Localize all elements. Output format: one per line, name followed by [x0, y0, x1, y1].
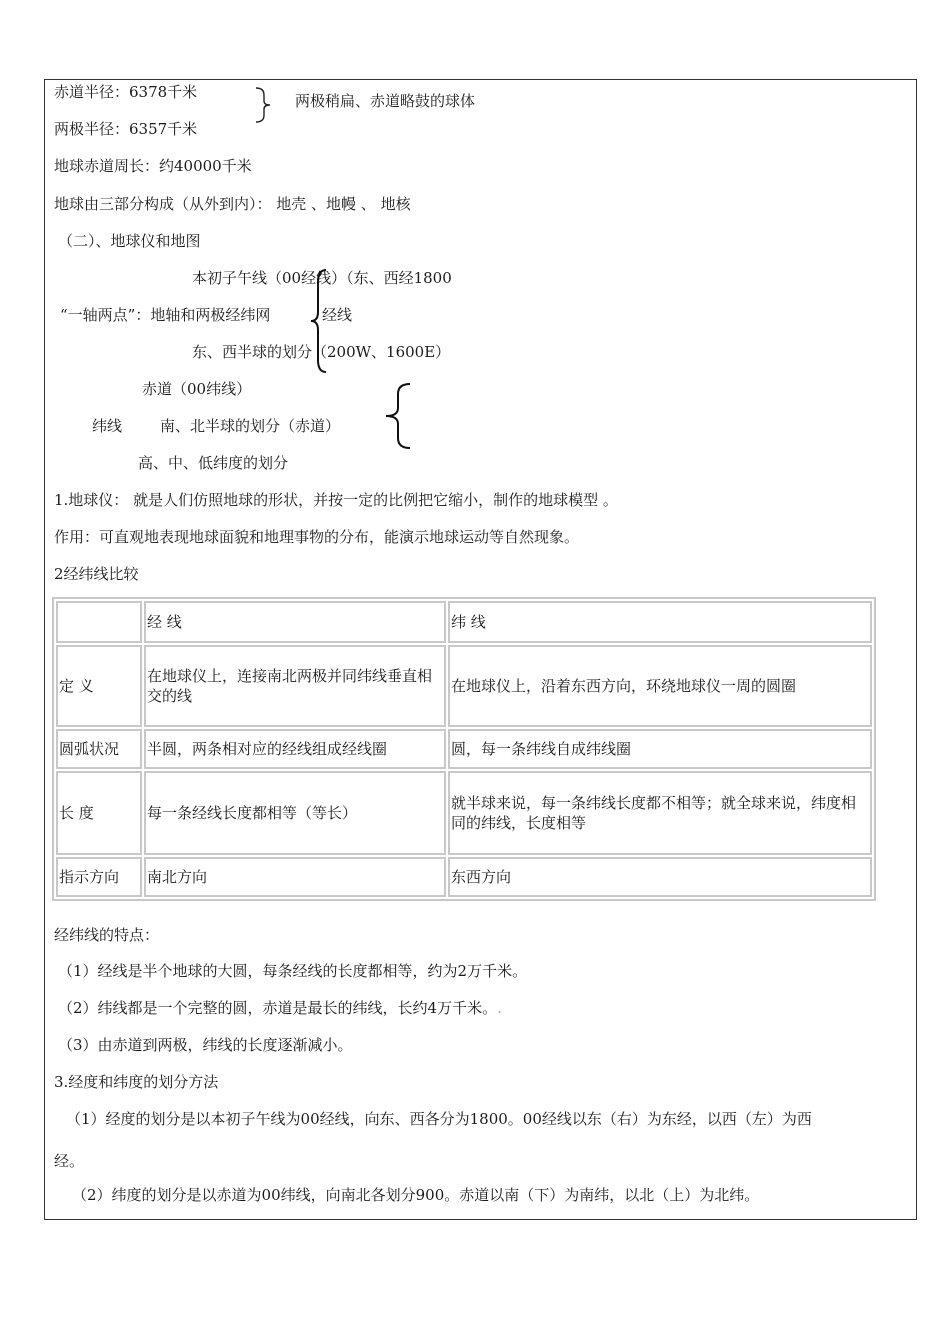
longitude-division-cont: 经。	[54, 1152, 85, 1170]
features-heading: 经纬线的特点：	[54, 926, 160, 944]
hemisphere-east-west: 东、西半球的划分（200W、1600E）	[192, 343, 451, 361]
table-row	[56, 857, 872, 897]
globe-definition: 1.地球仪： 就是人们仿照地球的形状，并按一定的比例把它缩小，制作的地球模型 。	[54, 491, 618, 509]
table-cell: 半圆，两条相对应的经线组成经线圈	[144, 729, 446, 769]
table-cell: 南北方向	[144, 857, 446, 897]
table-cell: 每一条经线长度都相等（等长）	[144, 771, 446, 855]
table-header-meridian: 经 线	[144, 601, 446, 643]
latitude-division: （2）纬度的划分是以赤道为00纬线，向南北各划分900。赤道以南（下）为南纬，以北（上）为北纬。	[72, 1186, 760, 1204]
globe-function: 作用：可直观地表现地球面貌和地理事物的分布，能演示地球运动等自然现象。	[54, 528, 580, 546]
table-cell: 就半球来说，每一条纬线长度都不相等；就全球来说，纬度相同的纬线，长度相等	[448, 771, 872, 855]
left-brace-icon	[382, 382, 414, 450]
longitude-division: （1）经度的划分是以本初子午线为00经线，向东、西各分为1800。00经线以东（右）为东经，以西（左）为西	[66, 1110, 812, 1128]
table-cell: 在地球仪上，沿着东西方向，环绕地球仪一周的圆圈	[448, 645, 872, 727]
table-cell	[56, 601, 142, 643]
hemisphere-north-south: 南、北半球的划分（赤道）	[160, 417, 341, 435]
table-header-parallel: 纬 线	[448, 601, 872, 643]
polar-radius: 两极半径：6357千米	[54, 120, 198, 138]
table-row	[56, 645, 872, 727]
shape-note: 两极稍扁、赤道略鼓的球体	[295, 92, 476, 110]
prime-meridian: 本初子午线（00经线）（东、西经1800	[192, 269, 452, 287]
latitude-zones: 高、中、低纬度的划分	[138, 454, 289, 472]
axis-two-points: “一轴两点”：地轴和两极经纬网	[60, 306, 271, 324]
section-heading-globe-map: （二）、地球仪和地图	[58, 232, 201, 250]
feature-item: （3）由赤道到两极，纬线的长度逐渐减小。	[58, 1036, 353, 1054]
table-row	[56, 771, 872, 855]
highlight-dot: .	[497, 999, 502, 1017]
table-cell: 长 度	[56, 771, 142, 855]
parallel-label: 纬线	[92, 417, 123, 435]
table-cell: 东西方向	[448, 857, 872, 897]
table-cell: 定 义	[56, 645, 142, 727]
equator-line: 赤道（00纬线）	[142, 380, 252, 398]
equator-circumference: 地球赤道周长：约40000千米	[54, 157, 252, 175]
equator-radius: 赤道半径：6378千米	[54, 83, 198, 101]
table-cell: 在地球仪上，连接南北两极并同纬线垂直相交的线	[144, 645, 446, 727]
meridian-label: 经线	[322, 306, 353, 324]
earth-structure: 地球由三部分构成（从外到内）： 地壳 、地幔 、 地核	[54, 195, 411, 213]
table-cell: 指示方向	[56, 857, 142, 897]
table-cell: 圆，每一条纬线自成纬线圈	[448, 729, 872, 769]
division-heading: 3.经度和纬度的划分方法	[54, 1073, 219, 1091]
comparison-table	[52, 597, 876, 901]
feature-item: （2）纬线都是一个完整的圆，赤道是最长的纬线，长约4万千米。.	[58, 999, 502, 1017]
right-brace-icon	[254, 86, 276, 124]
table-cell: 圆弧状况	[56, 729, 142, 769]
comparison-heading: 2经纬线比较	[54, 565, 139, 583]
table-row	[56, 729, 872, 769]
table-header-row	[56, 601, 872, 643]
feature-item: （1）经线是半个地球的大圆，每条经线的长度都相等，约为2万千米。	[58, 962, 528, 980]
